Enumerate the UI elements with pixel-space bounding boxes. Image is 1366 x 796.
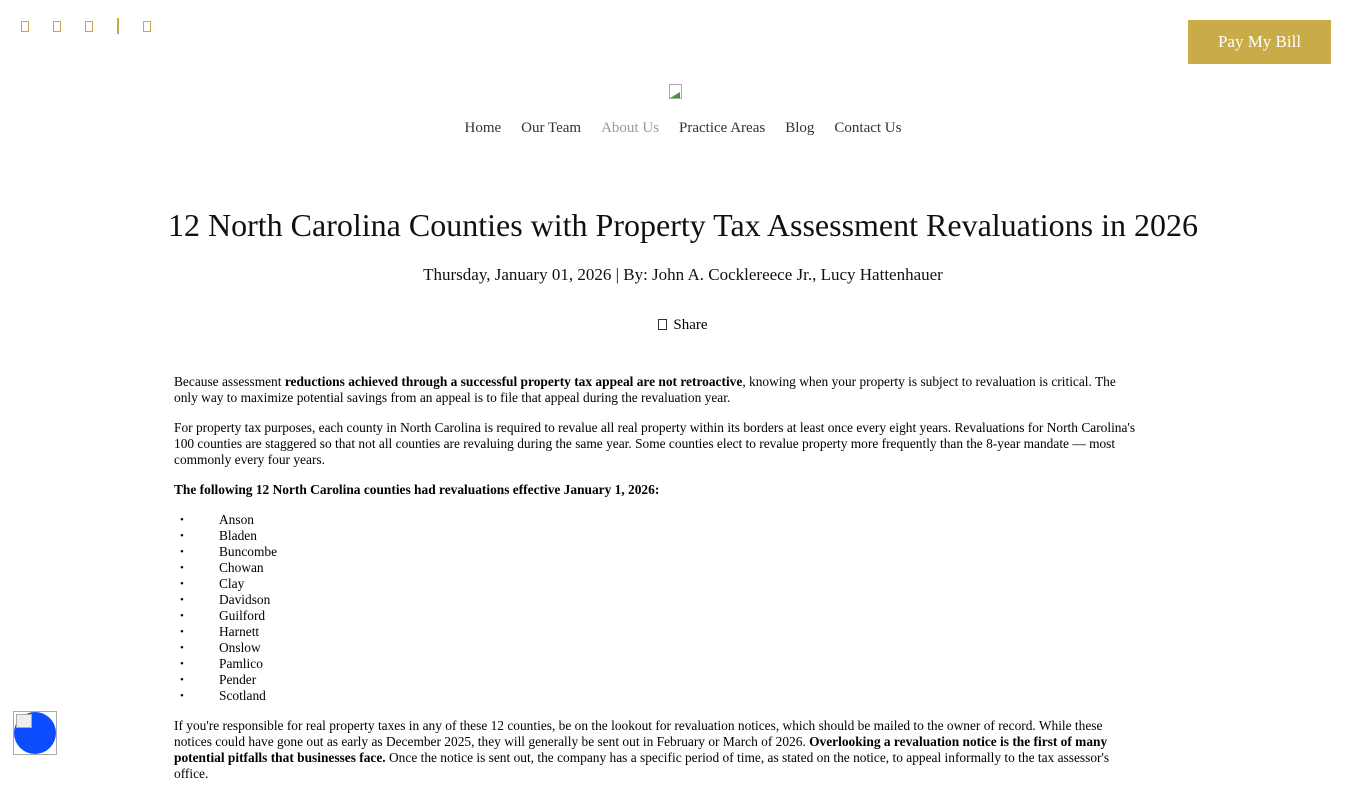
- list-item: • Bladen: [174, 528, 1139, 544]
- list-item: • Scotland: [174, 688, 1139, 704]
- list-item: • Anson: [174, 512, 1139, 528]
- nav-home[interactable]: Home: [464, 120, 502, 136]
- nav-blog[interactable]: Blog: [785, 120, 815, 136]
- share-label: Share: [673, 317, 708, 333]
- list-item: • Chowan: [174, 560, 1139, 576]
- list-item: • Pender: [174, 672, 1139, 688]
- list-item: • Harnett: [174, 624, 1139, 640]
- broken-image-icon: [16, 714, 32, 728]
- facebook-icon[interactable]: [21, 21, 29, 32]
- twitter-icon[interactable]: [53, 21, 61, 32]
- site-logo[interactable]: [668, 84, 684, 100]
- nav-our-team[interactable]: Our Team: [521, 120, 582, 136]
- nav-practice-areas[interactable]: Practice Areas: [679, 120, 766, 136]
- list-item: • Clay: [174, 576, 1139, 592]
- share-icon: [658, 319, 667, 330]
- accessibility-button[interactable]: [13, 711, 57, 755]
- list-item: • Pamlico: [174, 656, 1139, 672]
- article-body: [174, 374, 1139, 796]
- post-meta: Thursday, January 01, 2026 | By: John A. Cocklereece Jr., Lucy Hattenhauer: [423, 265, 943, 284]
- nav-about-us[interactable]: About Us: [601, 120, 659, 136]
- main-navigation: [0, 120, 1366, 137]
- divider: [117, 18, 119, 34]
- paragraph-notices: [174, 718, 1139, 782]
- list-item: • Guilford: [174, 608, 1139, 624]
- list-item: • Buncombe: [174, 544, 1139, 560]
- phone-icon[interactable]: [143, 21, 151, 32]
- paragraph-requirements: For property tax purposes, each county in North Carolina is required to revalue all real property within its borders at least once every eight years. Revaluations for North Carolina's 100 counties are staggered so that not all counties are revaluing during the same year. Some counties elect to revalue property more frequently than the 8-year mandate — most commonly every four years.: [174, 420, 1136, 467]
- text: Because assessment: [174, 374, 285, 389]
- bold-text: Overlooking a revaluation notice is the first of many potential pitfalls that businesses face.: [174, 734, 1108, 765]
- list-heading: [174, 482, 1139, 498]
- text: Once the notice is sent out, the company has a specific period of time, as stated on the notice, to appeal informally to the tax assessor's office.: [174, 750, 1110, 781]
- page-title: 12 North Carolina Counties with Property Tax Assessment Revaluations in 2026: [168, 207, 1198, 243]
- pay-my-bill-button[interactable]: Pay My Bill: [1188, 20, 1331, 64]
- nav-contact-us[interactable]: Contact Us: [834, 120, 902, 136]
- bold-text: The following 12 North Carolina counties had revaluations effective January 1, 2026:: [174, 482, 660, 497]
- linkedin-icon[interactable]: [85, 21, 93, 32]
- share-button[interactable]: [0, 317, 1366, 334]
- list-item: • Davidson: [174, 592, 1139, 608]
- county-list: [174, 512, 1139, 704]
- bold-text: reductions achieved through a successful property tax appeal are not retroactive: [284, 374, 743, 389]
- list-item: • Onslow: [174, 640, 1139, 656]
- text: , knowing when your property is subject to revaluation is critical. The only way to maximize potential savings from an appeal is to file that appeal during the revaluation year.: [174, 374, 1116, 405]
- text: If you're responsible for real property taxes in any of these 12 counties, be on the lookout for revaluation notices, which should be mailed to the owner of record. While these notices could have gone out as early as December 2025, they will generally be sent out in February or March of 2026.: [174, 718, 1103, 749]
- social-links: [21, 18, 175, 34]
- paragraph-intro: [174, 374, 1139, 406]
